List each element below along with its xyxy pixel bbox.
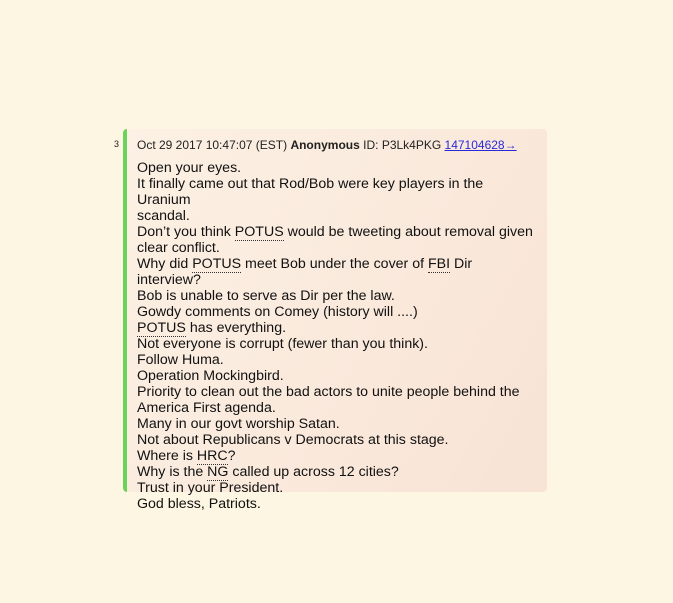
post-line: Not about Republicans v Democrats at this stage. — [137, 432, 449, 448]
post-line: POTUS has everything. — [137, 320, 287, 336]
post-card — [123, 129, 547, 512]
post-body — [137, 160, 537, 512]
post-line: Many in our govt worship Satan. — [137, 416, 340, 432]
post-line: Where is HRC? — [137, 448, 236, 464]
post-id-label: ID: — [363, 138, 379, 152]
post-header — [137, 138, 537, 153]
post-line: Trust in your President. — [137, 480, 284, 496]
post-line: Follow Huma. — [137, 352, 224, 368]
post-timestamp: Oct 29 2017 10:47:07 (EST) — [137, 138, 288, 152]
abbreviation-ng: NG — [207, 464, 229, 480]
post-line: Priority to clean out the bad actors to unite people behind the — [137, 384, 520, 400]
post-line: Operation Mockingbird. — [137, 368, 284, 384]
post-author: Anonymous — [290, 138, 360, 152]
post-line: scandal. — [137, 208, 190, 224]
post-number: 3 — [114, 139, 120, 149]
abbreviation-fbi: FBI — [428, 256, 451, 272]
post-line: Not everyone is corrupt (fewer than you think). — [137, 336, 428, 352]
post-line: Why did POTUS meet Bob under the cover of FBI Dir interview? — [137, 256, 473, 288]
post-line: Don’t you think POTUS would be tweeting about removal given — [137, 224, 533, 240]
abbreviation-potus: POTUS — [234, 224, 284, 240]
post-line: Why is the NG called up across 12 cities? — [137, 464, 399, 480]
abbreviation-potus: POTUS — [192, 256, 242, 272]
post-line: It finally came out that Rod/Bob were key players in the Uranium — [137, 176, 484, 208]
post-line: Open your eyes. — [137, 160, 242, 176]
abbreviation-hrc: HRC — [196, 448, 228, 464]
abbreviation-potus: POTUS — [137, 320, 186, 336]
post-line: America First agenda. — [137, 400, 276, 416]
post-id-value: P3Lk4PKG — [381, 138, 442, 152]
post-line: Bob is unable to serve as Dir per the law. — [137, 288, 395, 304]
post-line: God bless, Patriots. — [137, 496, 261, 512]
post-line: clear conflict. — [137, 240, 220, 256]
post-reference-link[interactable]: 147104628→ — [444, 138, 517, 152]
post-line: Gowdy comments on Comey (history will ....) — [137, 304, 418, 320]
